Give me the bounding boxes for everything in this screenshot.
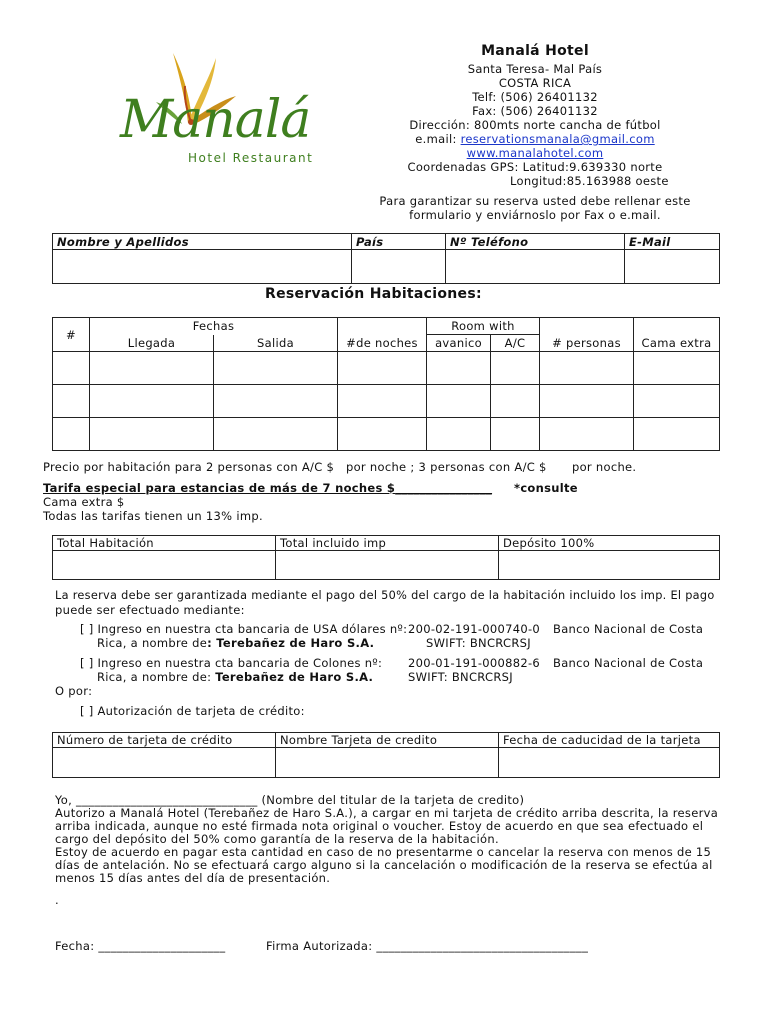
signature-field[interactable]: Firma Autorizada: ___________________________________ [266,939,589,953]
date-field[interactable]: Fecha: _____________________ [55,939,226,953]
col-card-expiry: Fecha de caducidad de la tarjeta [499,733,720,748]
table-row[interactable] [53,418,720,451]
deposit-input[interactable] [499,551,720,580]
gps-latitude: Coordenadas GPS: Latitud:9.639330 norte [407,160,663,174]
country-input[interactable] [352,250,446,284]
crc-account: 200-01-191-000882-6 [408,656,541,670]
auth-line-5: Estoy de acuerdo en pagar esta cantidad en caso de no presentarme o cancelar la reserva con menos de 15 [55,845,712,859]
usd-prefix: Rica, a nombre de [97,636,208,650]
email-label: e.mail: [415,132,461,146]
col-total-incl: Total incluido imp [276,536,499,551]
col-email: E-Mail [625,234,720,250]
col-country: País [352,234,446,250]
email-link[interactable]: reservationsmanala@gmail.com [460,132,655,146]
gps-longitude: Longitud:85.163988 oeste [510,174,669,188]
email-line [370,132,700,147]
hotel-name: Manalá Hotel [481,43,589,59]
address-line-1: Santa Teresa- Mal País [467,62,603,76]
price-line-a: Precio por habitación para 2 personas con A/C $ [43,460,335,474]
website-line [370,146,700,161]
logo-subtitle: Hotel Restaurant [188,151,314,165]
usd-company: : Terebañez de Haro S.A. [207,636,375,650]
tax-note: Todas las tarifas tienen un 13% imp. [43,509,263,523]
auth-line-3: arriba indicada, aunque no esté firmada nota original o voucher. Estoy de acuerdo en que sea efectuado el [55,819,704,833]
special-rate-blank: ________________ [395,481,493,495]
intro-line-2: formulario y enviárnoslo por Fax o e.mail. [409,208,661,222]
table-row[interactable] [53,352,720,385]
payment-crc-line-2 [97,670,373,684]
col-cama: Cama extra [634,335,720,352]
col-room-with: Room with [427,318,540,335]
extra-bed: Cama extra $ [43,495,125,509]
guarantee-line-2: puede ser efectuado mediante: [55,603,245,617]
usd-account: 200-02-191-000740-0 [408,622,541,636]
total-incl-input[interactable] [276,551,499,580]
price-line-c: por noche. [572,460,637,474]
col-number: # [53,318,90,352]
col-salida: Salida [214,335,338,352]
phone-input[interactable] [446,250,625,284]
website-link[interactable]: www.manalahotel.com [466,146,604,160]
col-card-number: Número de tarjeta de crédito [53,733,276,748]
card-expiry-input[interactable] [499,748,720,778]
direction: Dirección: 800mts norte cancha de fútbol [409,118,661,132]
total-room-input[interactable] [53,551,276,580]
col-noches: #de noches [338,335,427,352]
card-table [52,732,720,778]
phone: Telf: (506) 26401132 [472,90,598,104]
col-fechas: Fechas [90,318,338,335]
guarantee-line-1: La reserva debe ser garantizada mediante el pago del 50% del cargo de la habitación incluido los imp. El pago [55,589,715,602]
col-total-room: Total Habitación [53,536,276,551]
address-line-2: COSTA RICA [498,76,572,90]
price-line-b: por noche ; 3 personas con A/C $ [346,460,547,474]
special-rate-label: Tarifa especial para estancias de más de 7 noches $ [43,481,396,495]
fax: Fax: (506) 26401132 [472,104,598,118]
name-input[interactable] [53,250,352,284]
room-table [52,317,720,451]
logo-word: Manalá [120,90,311,150]
payment-usd-line-1[interactable]: [ ] Ingreso en nuestra cta bancaria de USA dólares nº: [80,622,408,636]
col-card-holder: Nombre Tarjeta de credito [276,733,499,748]
col-avanico: avanico [427,335,491,352]
col-phone: Nº Teléfono [446,234,625,250]
col-name: Nombre y Apellidos [53,234,352,250]
email-input[interactable] [625,250,720,284]
crc-prefix: Rica, a nombre de: [97,670,216,684]
payment-crc-line-1[interactable]: [ ] Ingreso en nuestra cta bancaria de Colones nº: [80,656,383,670]
auth-line-2: Autorizo a Manalá Hotel (Terebañez de Haro S.A.), a cargar en mi tarjeta de crédito arriba descrita, la reserva [55,806,719,820]
crc-company: Terebañez de Haro S.A. [215,670,374,684]
col-deposit: Depósito 100% [499,536,720,551]
totals-table [52,535,720,580]
col-ac: A/C [491,335,540,352]
special-rate [43,481,492,495]
card-number-input[interactable] [53,748,276,778]
payment-card[interactable]: [ ] Autorización de tarjeta de crédito: [80,704,305,718]
col-personas: # personas [540,335,634,352]
crc-bank: Banco Nacional de Costa [553,656,704,670]
guest-table [52,233,720,284]
hotel-logo [118,48,318,173]
reservation-title: Reservación Habitaciones: [265,286,482,302]
auth-line-4: cargo del depósito del 50% como garantía de la reserva de la habitación. [55,832,499,846]
or-label: O por: [55,684,93,698]
auth-line-6: días de antelación. No se efectuará cargo alguno si la cancelación o modificación de la reserva se efectúa al [55,858,713,872]
col-llegada: Llegada [90,335,214,352]
crc-swift: SWIFT: BNCRCRSJ [408,670,513,684]
intro-line-1: Para garantizar su reserva usted debe rellenar este [379,194,691,208]
table-row[interactable] [53,385,720,418]
auth-line-1: Yo, ______________________________ (Nombre del titular de la tarjeta de credito) [55,793,525,807]
payment-usd-line-2 [97,636,374,650]
auth-line-7: menos 15 días antes del día de presentación. [55,871,331,885]
usd-swift: SWIFT: BNCRCRSJ [426,636,531,650]
auth-dot: . [55,893,59,907]
card-holder-input[interactable] [276,748,499,778]
consulte: *consulte [514,481,578,495]
usd-bank: Banco Nacional de Costa [553,622,704,636]
